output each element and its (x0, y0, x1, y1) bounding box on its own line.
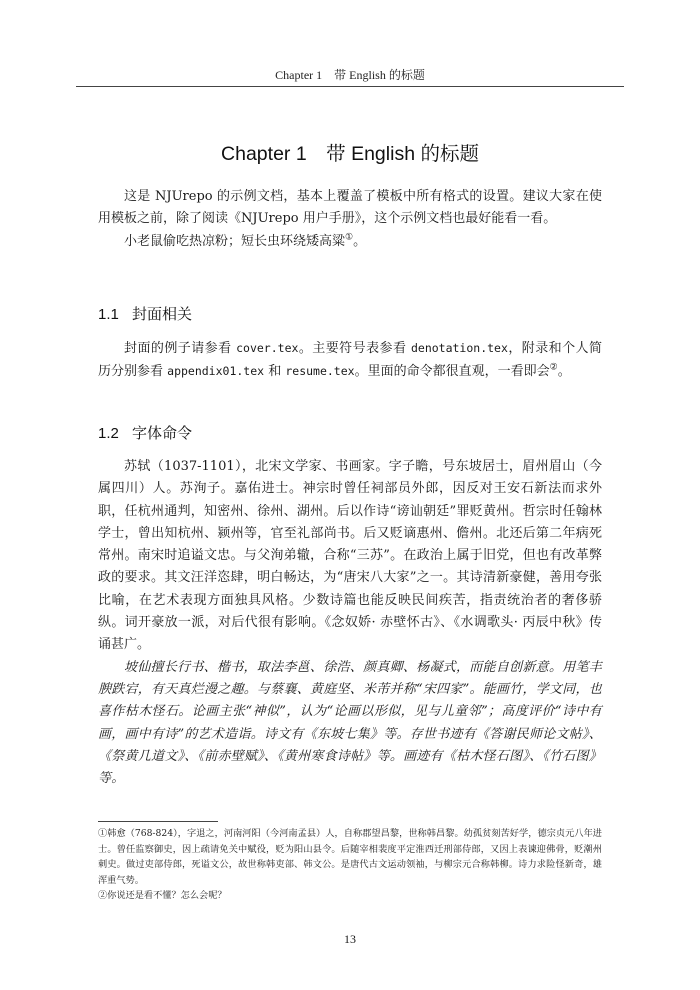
intro-section (98, 186, 602, 253)
cover-section (98, 337, 602, 384)
intro-paragraph: 这是 NJUrepo 的示例文档，基本上覆盖了模板中所有格式的设置。建议大家在使用模板之前，除了阅读《NJUrepo 用户手册》，这个示例文档也最好能看一看。 (98, 189, 602, 227)
code-resume-tex: resume.tex (285, 364, 355, 379)
section-title-text: 字体命令 (132, 425, 193, 442)
footnote-ref-1[interactable]: ① (345, 232, 354, 243)
text-run: 。 (557, 364, 571, 380)
header-rule (76, 86, 624, 87)
font-section (98, 456, 602, 790)
su-shi-calligraphy-paragraph: 坡仙擅长行书、楷书，取法李邕、徐浩、颜真卿、杨凝式，而能自创新意。用笔丰腴跌宕，有天真烂漫之趣。与蔡襄、黄庭坚、米芾并称“宋四家”。能画竹，学文同，也喜作枯木怪石。论画主张“神似”，认为“论画以形似，见与儿童邻”；高度评价“诗中有画，画中有诗”的艺术造诣。诗文有《东坡七集》等。存世书迹有《答谢民师论文帖》、《祭黄几道文》、《前赤壁赋》、《黄州寒食诗帖》等。画迹有《枯木怪石图》、《竹石图》等。 (98, 659, 602, 787)
cover-paragraph (98, 337, 602, 384)
text-run: 。主要符号表参看 (298, 341, 411, 356)
section-number: 1.1 (98, 306, 119, 323)
footnote-2: ②你说还是看不懂？怎么会呢？ (98, 890, 227, 902)
running-header: Chapter 1 带 English 的标题 (275, 68, 425, 82)
text-run: 和 (264, 364, 286, 380)
section-heading-1-2 (98, 422, 192, 443)
footnote-ref-2[interactable]: ② (549, 362, 558, 373)
su-shi-biography: 苏轼（1037-1101），北宋文学家、书画家。字子瞻，号东坡居士，眉州眉山（今属四川）人。苏洵子。嘉佑进士。神宗时曾任祠部员外郎，因反对王安石新法而求外职，任杭州通判，知密州、徐州、湖州。后以作诗“谤讪朝廷”罪贬黄州。哲宗时任翰林学士，曾出知杭州、颍州等，官至礼部尚书。后又贬谪惠州、儋州。北还后第二年病死常州。南宋时追谥文忠。与父洵弟辙，合称“三苏”。在政治上属于旧党，但也有改革弊政的要求。其文汪洋恣肆，明白畅达，为“唐宋八大家”之一。其诗清新豪健，善用夸张比喻，在艺术表现方面独具风格。少数诗篇也能反映民间疾苦，指责统治者的奢侈骄纵。词开豪放一派，对后代很有影响。《念奴娇· 赤壁怀古》、《水调歌头· 丙辰中秋》传诵甚广。 (98, 459, 602, 653)
section-number: 1.2 (98, 425, 119, 442)
footnote-rule (98, 821, 218, 822)
footnote-1: ①韩愈（768-824），字退之，河南河阳（今河南孟县）人，自称郡望昌黎，世称韩昌黎。幼孤贫刻苦好学，德宗贞元八年进士。曾任监察御史，因上疏请免关中赋役，贬为阳山县令。后随宰相裴度平定淮西迁刑部侍郎，又因上表谏迎佛骨，贬潮州刺史。做过吏部侍郎，死谥文公，故世称韩吏部、韩文公。是唐代古文运动领袖，与柳宗元合称韩柳。诗力求险怪新奇，雄浑重气势。 (98, 828, 602, 886)
punctuation: 。 (353, 233, 367, 249)
text-run: ，附录和个人简历分别参看 (98, 341, 602, 380)
chapter-title: Chapter 1 带 English 的标题 (221, 143, 479, 165)
section-heading-1-1 (98, 303, 192, 324)
text-run: 。里面的命令都很直观，一看即会 (354, 364, 550, 380)
section-title-text: 封面相关 (132, 306, 193, 323)
code-cover-tex: cover.tex (236, 341, 299, 355)
page-number: 13 (344, 932, 356, 946)
code-denotation-tex: denotation.tex (410, 341, 508, 355)
code-appendix-tex: appendix01.tex (167, 364, 265, 379)
intro-paragraph-2 (98, 231, 602, 253)
text-run: 封面的例子请参看 (124, 341, 237, 356)
tongue-twister-text: 小老鼠偷吃热凉粉；短长虫环绕矮高粱 (124, 233, 346, 249)
footnotes (98, 826, 602, 904)
